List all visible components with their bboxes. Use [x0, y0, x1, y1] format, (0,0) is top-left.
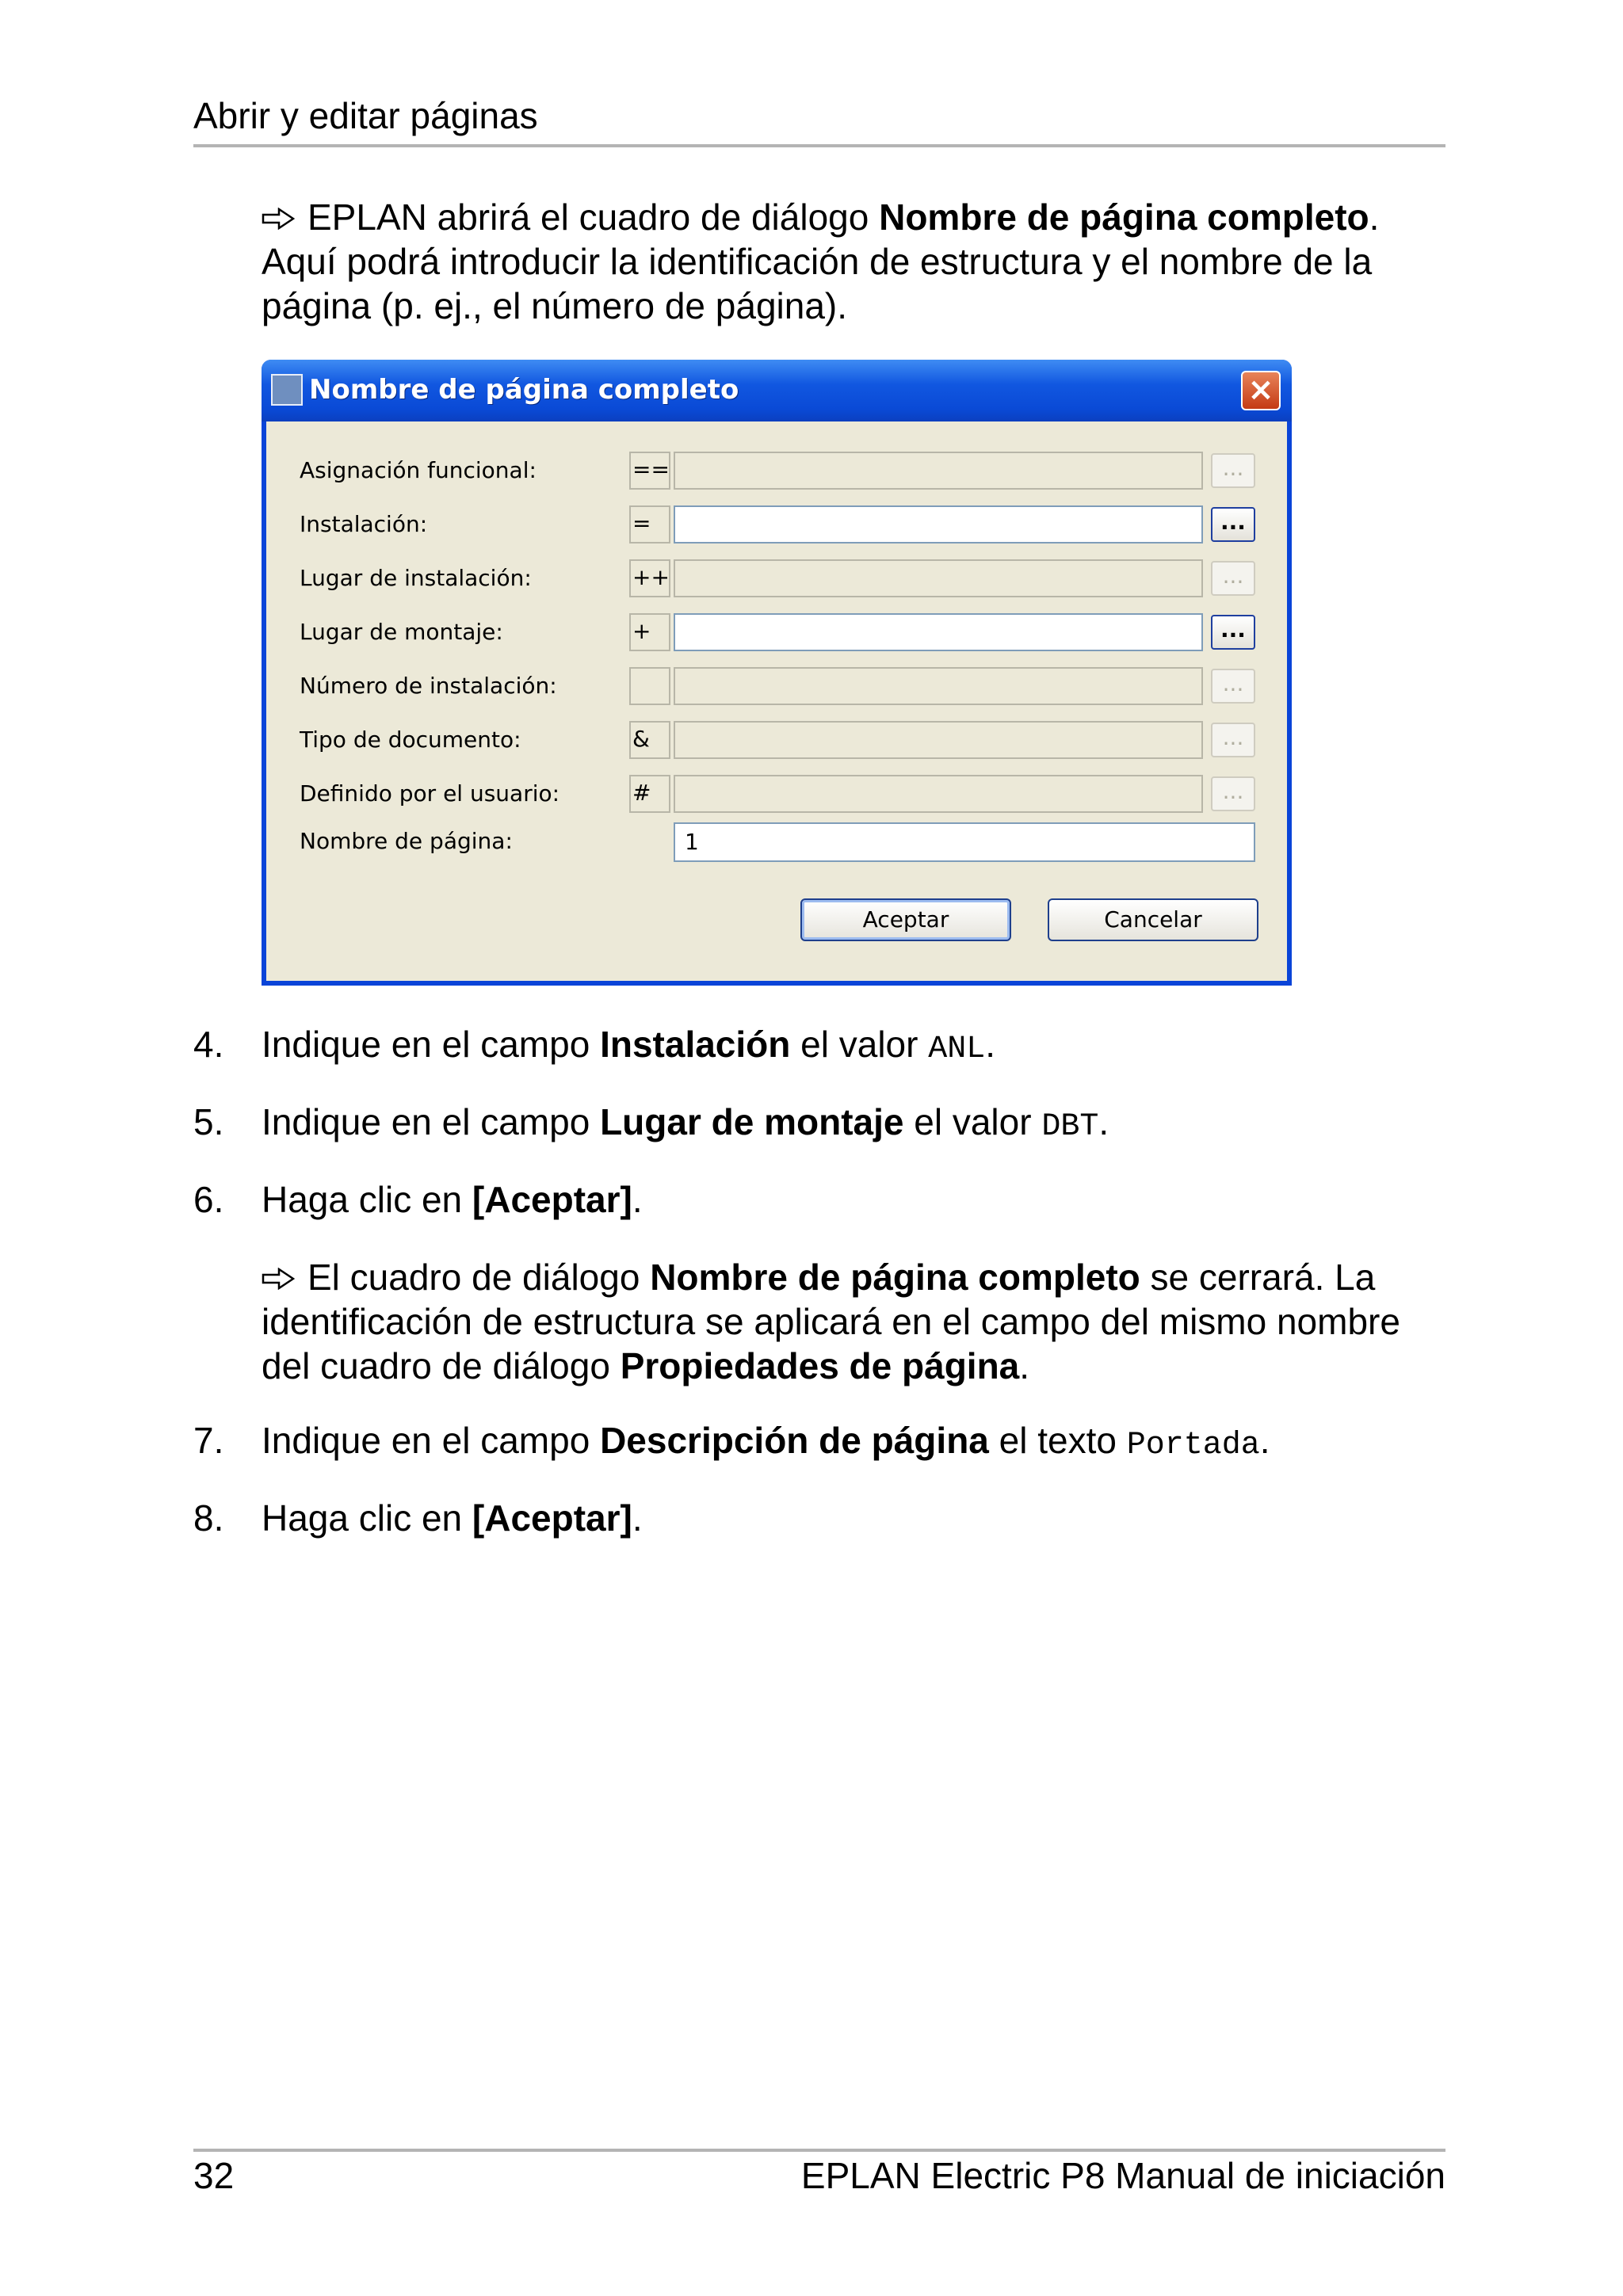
prefix-installation-site: ++	[629, 559, 670, 597]
label-installation-site: Lugar de instalación:	[300, 565, 532, 591]
step-code-value: DBT	[1041, 1109, 1099, 1145]
step-button-name: [Aceptar]	[472, 1179, 632, 1220]
label-functional-assignment: Asignación funcional:	[300, 457, 537, 483]
step-number: 5.	[193, 1101, 224, 1142]
field-document-type	[674, 721, 1203, 759]
browse-button-document-type: ...	[1211, 723, 1255, 757]
label-installation-number: Número de instalación:	[300, 673, 557, 699]
step-text: Haga clic en	[262, 1179, 472, 1220]
step-code-value: ANL	[928, 1032, 986, 1067]
step-text: Indique en el campo	[262, 1101, 601, 1142]
result-dialog-name-2: Propiedades de página	[620, 1345, 1020, 1386]
prefix-functional-assignment: ==	[629, 452, 670, 490]
browse-button-mounting-location[interactable]: ...	[1211, 615, 1255, 650]
prefix-document-type: &	[629, 721, 670, 759]
step-text: .	[985, 1024, 996, 1065]
step-number: 6.	[193, 1179, 224, 1220]
step-text: el valor	[790, 1024, 929, 1065]
browse-button-installation-site: ...	[1211, 561, 1255, 596]
browse-button-user-defined: ...	[1211, 776, 1255, 811]
label-document-type: Tipo de documento:	[300, 727, 521, 753]
step-text: .	[632, 1179, 643, 1220]
step-number: 8.	[193, 1497, 224, 1539]
result-arrow-icon	[262, 1268, 295, 1290]
result-text-before: El cuadro de diálogo	[307, 1257, 651, 1298]
result-text-after: .	[1019, 1345, 1030, 1386]
app-icon	[271, 374, 303, 406]
step-text: Indique en el campo	[262, 1420, 601, 1461]
footer-title: EPLAN Electric P8 Manual de iniciación	[800, 2155, 1445, 2196]
step-text: el valor	[903, 1101, 1042, 1142]
full-page-name-dialog	[262, 360, 1292, 986]
step-7	[193, 1418, 1461, 1468]
step-5	[193, 1100, 1461, 1150]
dialog-title: Nombre de página completo	[309, 374, 739, 406]
browse-button-functional-assignment: ...	[1211, 453, 1255, 488]
close-icon: ×	[1247, 372, 1274, 408]
field-functional-assignment	[674, 452, 1203, 490]
step-4	[193, 1022, 1461, 1072]
result-dialog-name: Nombre de página completo	[650, 1257, 1140, 1298]
step-text: el texto	[988, 1420, 1127, 1461]
step-field-name: Instalación	[600, 1024, 791, 1065]
field-installation-site	[674, 559, 1203, 597]
browse-button-installation-number: ...	[1211, 669, 1255, 704]
step-field-name: Lugar de montaje	[600, 1101, 904, 1142]
step-text: Indique en el campo	[262, 1024, 601, 1065]
step-code-value: Portada	[1126, 1428, 1260, 1463]
result-paragraph	[262, 1255, 1450, 1388]
prefix-installation-number	[629, 667, 670, 705]
intro-text-after: . Aquí podrá introducir la identificación de estructura y el nombre de la página (p. ej., el número de página).	[262, 196, 1380, 326]
step-text: .	[1259, 1420, 1270, 1461]
footer-rule	[193, 2149, 1445, 2152]
result-arrow-icon	[262, 208, 295, 230]
page-number: 32	[193, 2155, 235, 2196]
step-text: .	[632, 1497, 643, 1539]
step-number: 4.	[193, 1024, 224, 1065]
step-field-name: Descripción de página	[600, 1420, 989, 1461]
label-user-defined: Definido por el usuario:	[300, 780, 560, 807]
step-text: .	[1098, 1101, 1109, 1142]
ok-button[interactable]: Aceptar	[800, 898, 1011, 941]
dialog-titlebar	[262, 360, 1292, 421]
result-text-mid: se cerrará. La identificación de estructura se aplicará en el campo del mismo nombre del cuadro de diálogo	[262, 1257, 1400, 1386]
label-mounting-location: Lugar de montaje:	[300, 619, 503, 645]
cancel-button[interactable]: Cancelar	[1048, 898, 1258, 941]
intro-dialog-name: Nombre de página completo	[879, 196, 1369, 238]
intro-text-before: EPLAN abrirá el cuadro de diálogo	[307, 196, 880, 238]
field-user-defined	[674, 775, 1203, 813]
step-8	[193, 1496, 1461, 1540]
label-installation: Instalación:	[300, 511, 428, 537]
step-button-name: [Aceptar]	[472, 1497, 632, 1539]
close-button[interactable]	[1241, 371, 1281, 410]
prefix-mounting-location: +	[629, 613, 670, 651]
field-installation[interactable]	[674, 505, 1203, 543]
label-page-name: Nombre de página:	[300, 828, 513, 854]
field-page-name[interactable]: 1	[674, 822, 1255, 862]
running-header: Abrir y editar páginas	[193, 95, 538, 136]
dialog-body	[266, 421, 1287, 981]
step-6	[193, 1177, 1461, 1222]
browse-button-installation[interactable]: ...	[1211, 507, 1255, 542]
field-mounting-location[interactable]	[674, 613, 1203, 651]
intro-paragraph	[262, 195, 1450, 328]
field-installation-number	[674, 667, 1203, 705]
step-number: 7.	[193, 1420, 224, 1461]
header-rule	[193, 144, 1445, 147]
prefix-user-defined: #	[629, 775, 670, 813]
step-text: Haga clic en	[262, 1497, 472, 1539]
prefix-installation: =	[629, 505, 670, 543]
